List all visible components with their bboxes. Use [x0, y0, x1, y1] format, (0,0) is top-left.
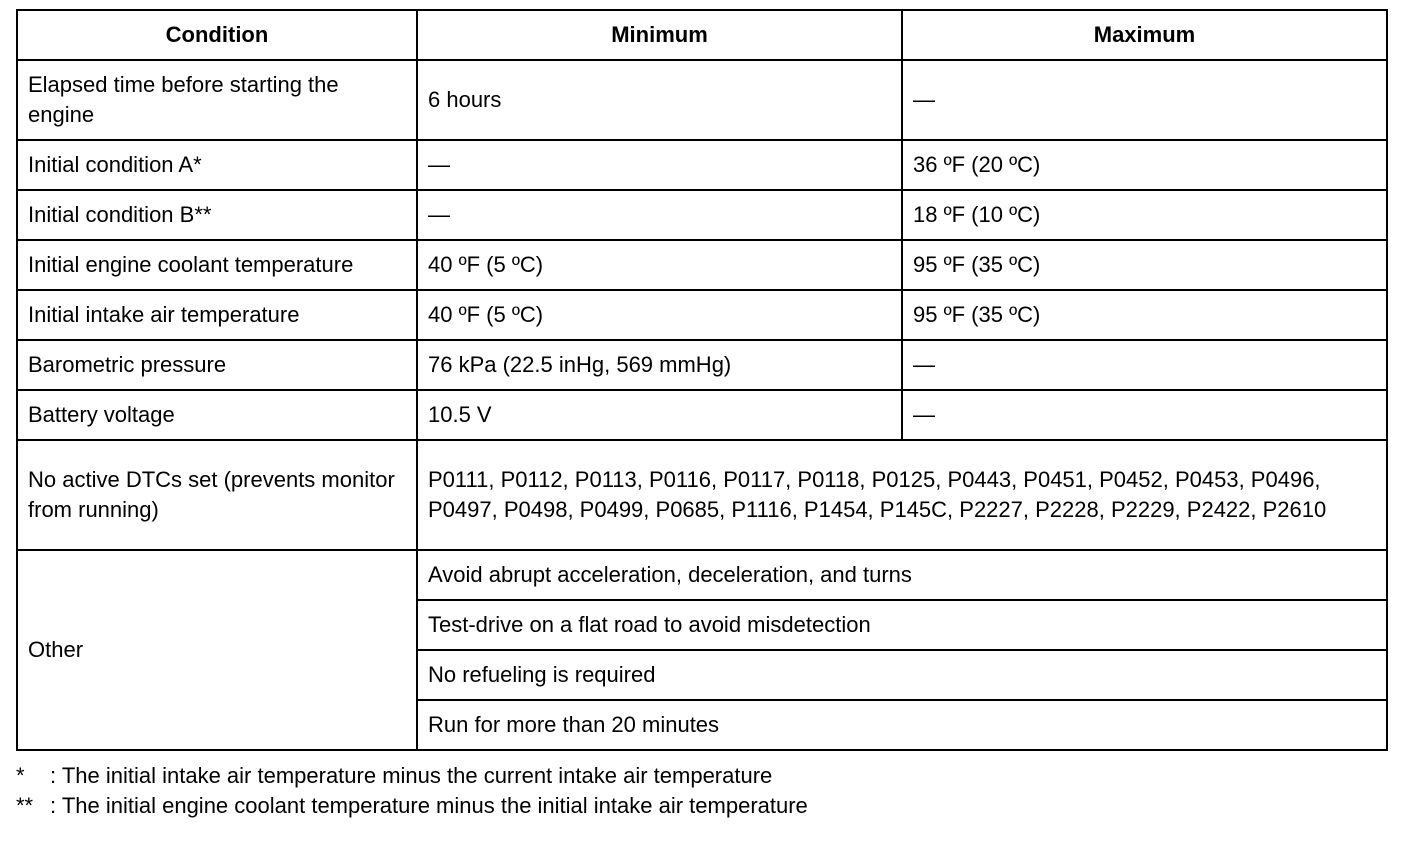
condition-cell: Initial condition B** — [17, 190, 417, 240]
table-row — [17, 60, 1387, 140]
condition-cell: Other — [17, 550, 417, 750]
minimum-cell: — — [417, 190, 902, 240]
table-row — [17, 290, 1387, 340]
dtc-row — [17, 440, 1387, 550]
other-item-cell: Run for more than 20 minutes — [417, 700, 1387, 750]
maximum-cell: — — [902, 60, 1387, 140]
maximum-cell: 18 ºF (10 ºC) — [902, 190, 1387, 240]
condition-cell: Initial condition A* — [17, 140, 417, 190]
footnotes — [16, 761, 808, 821]
minimum-cell: 40 ºF (5 ºC) — [417, 240, 902, 290]
maximum-cell: 95 ºF (35 ºC) — [902, 290, 1387, 340]
maximum-cell: — — [902, 390, 1387, 440]
minimum-cell: 6 hours — [417, 60, 902, 140]
footnote — [16, 791, 808, 821]
condition-cell: Battery voltage — [17, 390, 417, 440]
condition-cell: No active DTCs set (prevents monitor from running) — [17, 440, 417, 550]
header-minimum: Minimum — [417, 10, 902, 60]
maximum-cell: 36 ºF (20 ºC) — [902, 140, 1387, 190]
footnote-mark: * — [16, 763, 25, 788]
other-row — [17, 550, 1387, 600]
table-row — [17, 140, 1387, 190]
table-row — [17, 390, 1387, 440]
maximum-cell: 95 ºF (35 ºC) — [902, 240, 1387, 290]
footnote — [16, 761, 808, 791]
table-row — [17, 240, 1387, 290]
maximum-cell: — — [902, 340, 1387, 390]
table-row — [17, 340, 1387, 390]
minimum-cell: — — [417, 140, 902, 190]
other-item-cell: No refueling is required — [417, 650, 1387, 700]
conditions-table — [16, 9, 1388, 751]
minimum-cell: 76 kPa (22.5 inHg, 569 mmHg) — [417, 340, 902, 390]
minimum-cell: 40 ºF (5 ºC) — [417, 290, 902, 340]
footnote-mark: ** — [16, 793, 34, 818]
condition-cell: Elapsed time before starting the engine — [17, 60, 417, 140]
footnote-text: : The initial intake air temperature minus the current intake air temperature — [50, 763, 773, 788]
minimum-cell: 10.5 V — [417, 390, 902, 440]
other-item-cell: Avoid abrupt acceleration, deceleration, and turns — [417, 550, 1387, 600]
dtc-codes-cell: P0111, P0112, P0113, P0116, P0117, P0118, P0125, P0443, P0451, P0452, P0453, P0496, P0497, P0498, P0499, P0685, P1116, P1454, P145C, P2227, P2228, P2229, P2422, P2610 — [417, 440, 1387, 550]
footnote-text: : The initial engine coolant temperature minus the initial intake air temperature — [50, 793, 808, 818]
condition-cell: Barometric pressure — [17, 340, 417, 390]
header-maximum: Maximum — [902, 10, 1387, 60]
condition-cell: Initial intake air temperature — [17, 290, 417, 340]
table-row — [17, 190, 1387, 240]
header-condition: Condition — [17, 10, 417, 60]
other-item-cell: Test-drive on a flat road to avoid misdetection — [417, 600, 1387, 650]
header-row — [17, 10, 1387, 60]
condition-cell: Initial engine coolant temperature — [17, 240, 417, 290]
